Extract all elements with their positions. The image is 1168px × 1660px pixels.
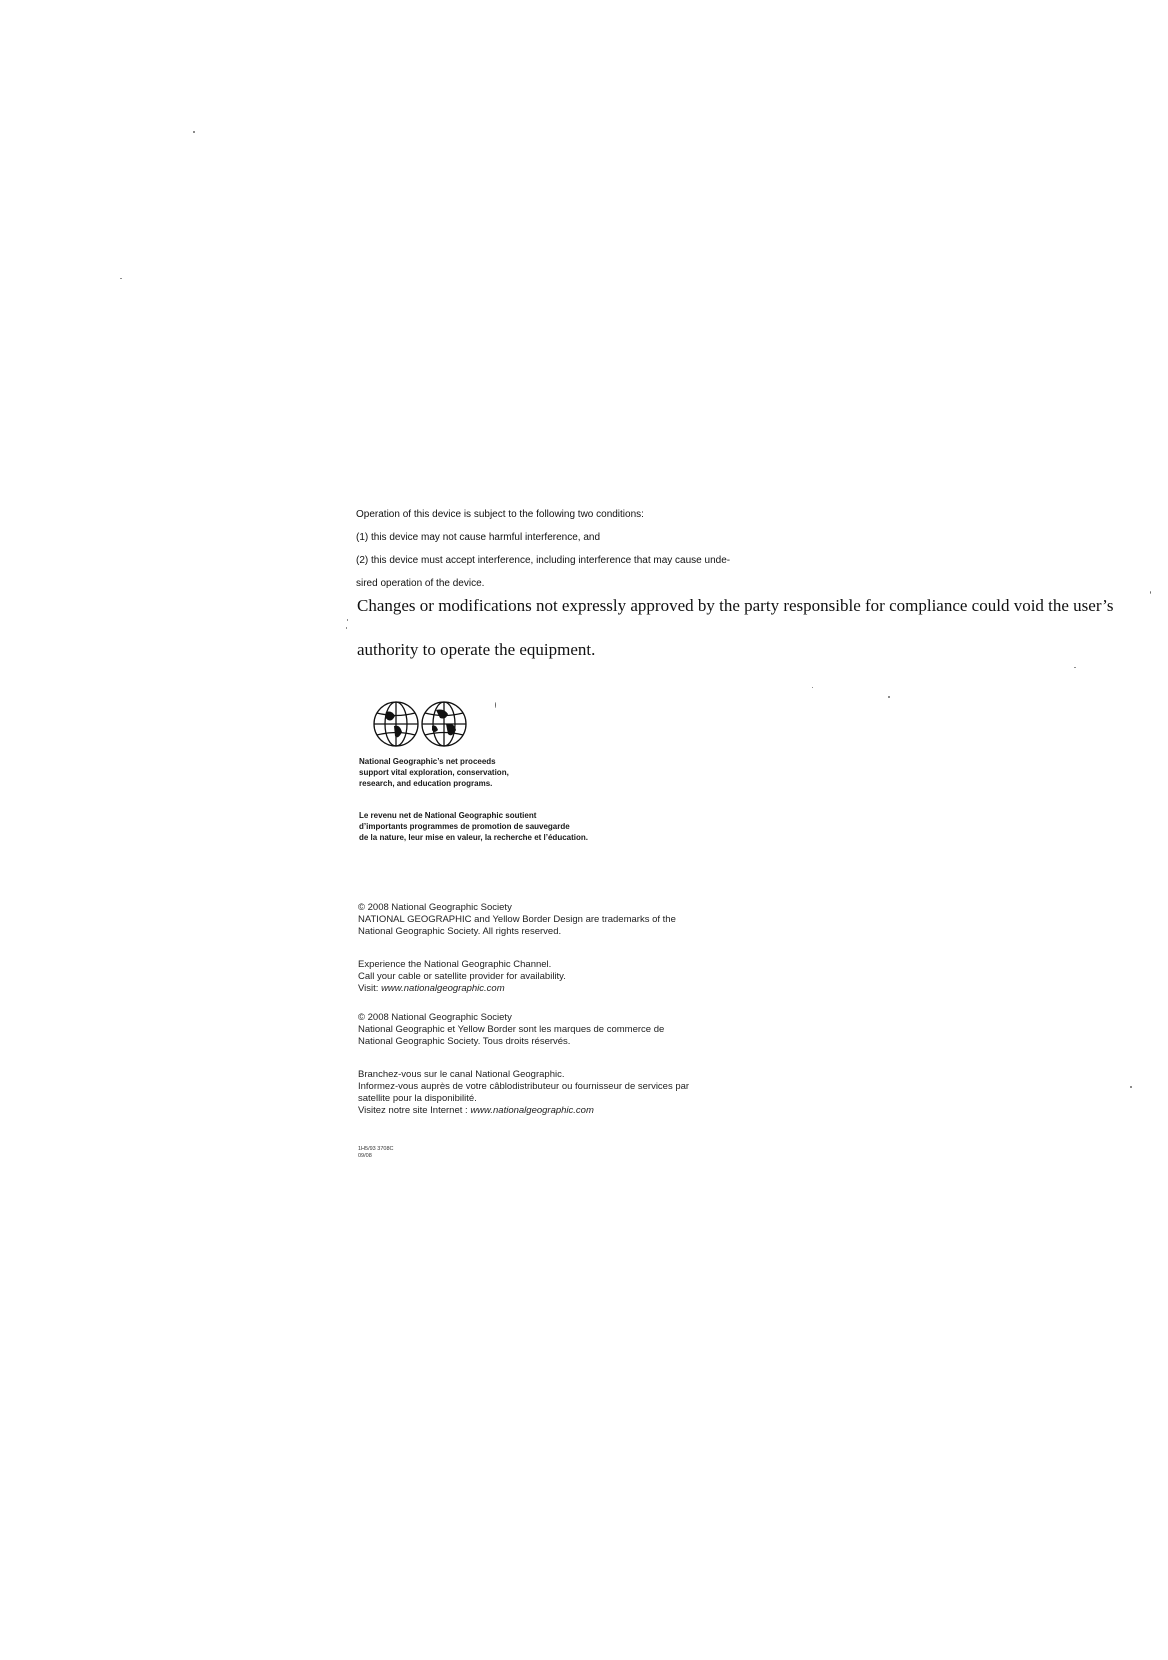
channel-en-url: www.nationalgeographic.com xyxy=(381,983,505,994)
ng-statement-en xyxy=(359,756,509,789)
ng-fr-line-1: Le revenu net de National Geographic soutient xyxy=(359,811,537,820)
channel-fr xyxy=(358,1069,689,1117)
copyright-fr-line-1: © 2008 National Geographic Society xyxy=(358,1012,512,1023)
scan-speck xyxy=(1130,1086,1132,1088)
channel-en-visit-label: Visit: xyxy=(358,983,382,994)
scan-speck xyxy=(495,702,496,708)
scan-speck xyxy=(346,627,347,629)
product-code-line-2: 09/08 xyxy=(358,1153,372,1159)
scan-speck xyxy=(888,696,890,698)
fcc-line-1: Operation of this device is subject to the following two conditions: xyxy=(356,509,644,520)
channel-fr-url: www.nationalgeographic.com xyxy=(470,1105,594,1116)
scan-speck xyxy=(193,131,195,133)
fcc-line-4: sired operation of the device. xyxy=(356,578,485,589)
twin-globe-logo-icon xyxy=(372,700,470,748)
product-code-line-1: 1H5/93 3708C xyxy=(358,1146,394,1152)
changes-notice-line-2: authority to operate the equipment. xyxy=(357,640,596,659)
product-code xyxy=(358,1146,393,1160)
ng-en-line-2: support vital exploration, conservation, xyxy=(359,768,509,777)
ng-en-line-1: National Geographic’s net proceeds xyxy=(359,757,496,766)
channel-en xyxy=(358,959,566,995)
channel-fr-line-1: Branchez-vous sur le canal National Geographic. xyxy=(358,1069,565,1080)
channel-en-line-3 xyxy=(358,983,566,995)
fcc-notice xyxy=(356,503,956,595)
channel-fr-visit-label: Visitez notre site Internet : xyxy=(358,1105,471,1116)
channel-en-line-2: Call your cable or satellite provider for availability. xyxy=(358,971,566,982)
changes-notice-line-1: Changes or modifications not expressly approved by the party responsible for compliance could void the user’s xyxy=(357,596,1114,615)
channel-en-line-1: Experience the National Geographic Channel. xyxy=(358,959,552,970)
ng-statement-fr xyxy=(359,810,588,843)
scan-speck xyxy=(1074,667,1076,668)
channel-fr-line-2: Informez-vous auprès de votre câblodistributeur ou fournisseur de services par xyxy=(358,1081,690,1092)
fcc-line-2: (1) this device may not cause harmful interference, and xyxy=(356,532,601,543)
ng-fr-line-2: d’importants programmes de promotion de sauvegarde xyxy=(359,822,570,831)
channel-fr-line-3: satellite pour la disponibilité. xyxy=(358,1093,477,1104)
copyright-fr xyxy=(358,1012,664,1048)
copyright-fr-line-3: National Geographic Society. Tous droits réservés. xyxy=(358,1036,571,1047)
copyright-en-line-1: © 2008 National Geographic Society xyxy=(358,902,512,913)
copyright-fr-line-2: National Geographic et Yellow Border sont les marques de commerce de xyxy=(358,1024,665,1035)
scan-speck xyxy=(120,278,122,279)
ng-en-line-3: research, and education programs. xyxy=(359,779,493,788)
copyright-en-line-2: NATIONAL GEOGRAPHIC and Yellow Border Design are trademarks of the xyxy=(358,914,676,925)
fcc-line-3: (2) this device must accept interference, including interference that may cause unde- xyxy=(356,555,731,566)
copyright-en xyxy=(358,902,676,938)
scan-speck xyxy=(812,687,813,688)
scan-speck xyxy=(347,619,348,621)
copyright-en-line-3: National Geographic Society. All rights reserved. xyxy=(358,926,562,937)
channel-fr-line-4 xyxy=(358,1105,689,1117)
ng-fr-line-3: de la nature, leur mise en valeur, la recherche et l’éducation. xyxy=(359,833,588,842)
scan-speck xyxy=(1150,591,1151,594)
